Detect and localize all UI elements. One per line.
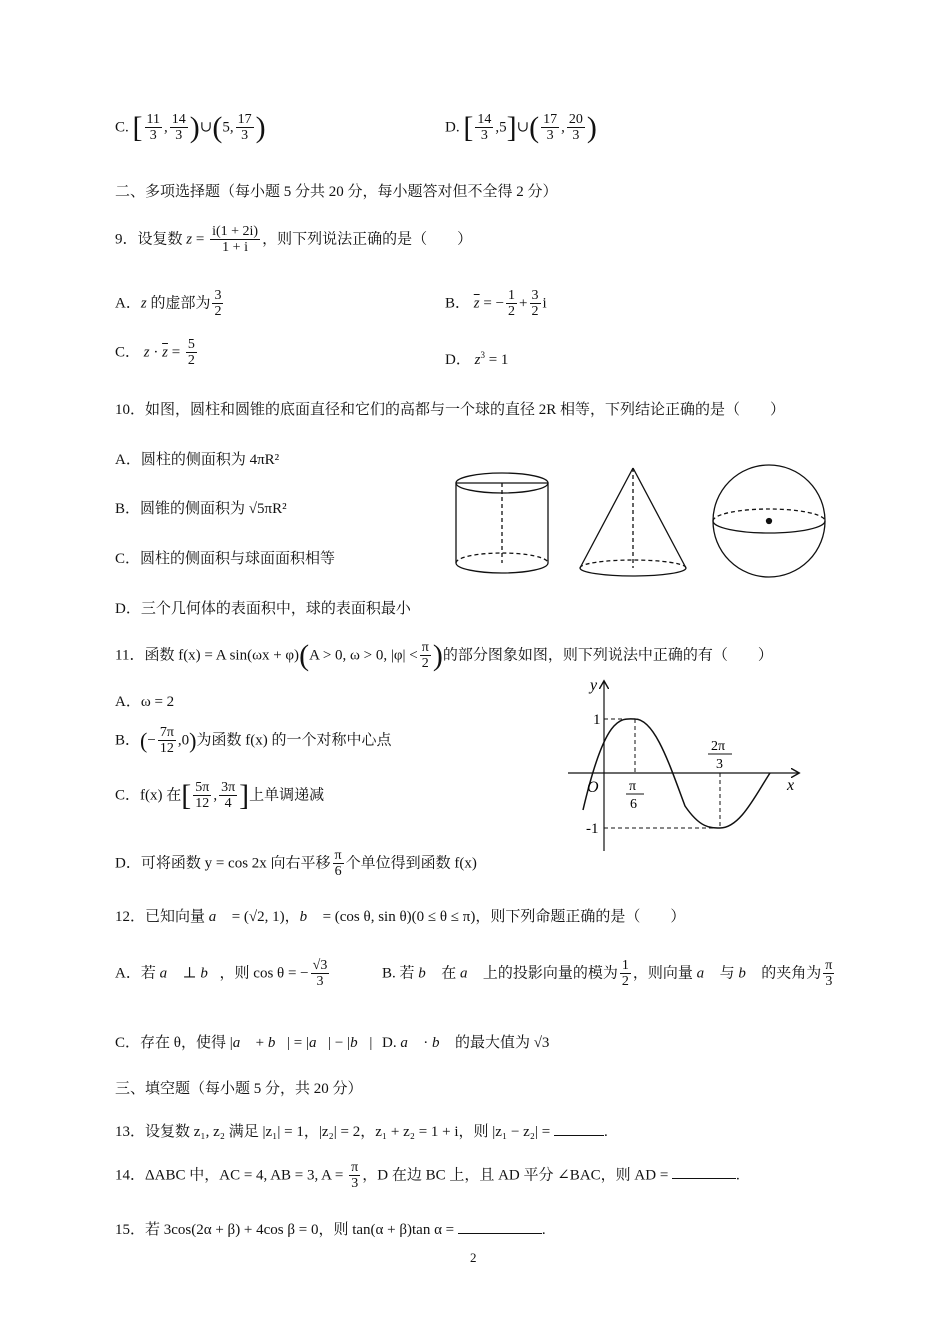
question-12-option-c: C．存在 θ，使得 |a⃗ + b⃗| = |a⃗| − |b⃗| bbox=[115, 1035, 373, 1051]
answer-blank[interactable] bbox=[554, 1123, 604, 1136]
question-12-option-b: B. 若 b⃗ 在 a⃗ 上的投影向量的模为 $\frac{1}{2}$ ，则向量 a⃗ 与 b⃗ 的夹角为 $\frac{\pi}{3}$ bbox=[382, 958, 833, 990]
origin-label: O bbox=[587, 779, 599, 796]
question-14: 14．ΔABC 中，AC = 4, AB = 3, A = $\frac{\pi}{3}$ ，D 在边 BC 上，且 AD 平分 ∠BAC，则 AD = . bbox=[115, 1160, 740, 1192]
question-11-option-c: C．f(x) 在[ $\frac{5\pi}{12}$ , $\frac{3\pi}{4}$ ]上单调递减 bbox=[115, 778, 325, 812]
q8-option-d: D. [ $\frac{14}{3}$ ,5]∪( $\frac{17}{3}$ , $\frac{20}{3}$ ) bbox=[445, 110, 597, 144]
question-10-option-c: C．圆柱的侧面积与球面面积相等 bbox=[115, 551, 336, 567]
question-12-stem: 12．已知向量 a⃗ = (√2, 1)，b⃗ = (cos θ, sin θ)(0 ≤ θ ≤ π)，则下列命题正确的是（ ） bbox=[115, 909, 686, 925]
question-9-stem: 9．设复数 z = $\frac{i(1 + 2i)}{1 + i}$ ，则下列说法正确的是（ ） bbox=[115, 224, 473, 256]
x2-tick-den: 3 bbox=[716, 757, 723, 772]
x1-tick-num: π bbox=[629, 779, 637, 794]
question-12-option-a: A．若 a⃗ ⊥ b⃗，则 cos θ = − $\frac{√3}{3}$ bbox=[115, 958, 328, 990]
question-9-option-a: A．z 的虚部为 $\frac{3}{2}$ bbox=[115, 288, 222, 320]
question-12-option-d: D. a⃗ · b⃗ 的最大值为 √3 bbox=[382, 1035, 550, 1051]
question-10-option-d: D．三个几何体的表面积中，球的表面积最小 bbox=[115, 601, 411, 617]
x2-tick-num: 2π bbox=[711, 739, 726, 754]
question-13: 13．设复数 z₁, z₂ 满足 |z₁| = 1，|z₂| = 2，z₁ + z₂ = 1 + i，则 |z₁ − z₂| = . bbox=[115, 1124, 608, 1140]
cylinder-figure bbox=[456, 473, 548, 573]
y-min-label: -1 bbox=[586, 821, 599, 837]
question-11-option-d: D．可将函数 y = cos 2x 向右平移 $\frac{\pi}{6}$ 个单位得到函数 f(x) bbox=[115, 848, 477, 880]
x-axis-label: x bbox=[787, 777, 795, 794]
question-11-option-a: A．ω = 2 bbox=[115, 694, 175, 710]
sphere-figure bbox=[713, 465, 825, 577]
solids-figure bbox=[450, 462, 840, 586]
page-number: 2 bbox=[470, 1250, 477, 1265]
answer-blank[interactable] bbox=[672, 1166, 736, 1179]
question-11-option-b: B．(− $\frac{7\pi}{12}$ ,0)为函数 f(x) 的一个对称中心点 bbox=[115, 725, 392, 757]
question-9-option-c: C． $z \cdot \overline{z}$ = $\frac{5}{2}$ bbox=[115, 337, 195, 369]
cone-figure bbox=[580, 468, 686, 576]
sine-graph bbox=[560, 676, 810, 856]
question-10-option-b: B．圆锥的侧面积为 √5πR² bbox=[115, 501, 287, 517]
question-11-stem: 11．函数 f(x) = A sin(ωx + φ)(A > 0, ω > 0, |φ| < $\frac{\pi}{2}$ )的部分图象如图，则下列说法中正确的有（ ） bbox=[115, 638, 773, 672]
question-10-stem: 10．如图，圆柱和圆锥的底面直径和它们的高都与一个球的直径 2R 相等，下列结论正确的是（ ） bbox=[115, 402, 786, 418]
section-heading-fill-in: 三、填空题（每小题 5 分，共 20 分） bbox=[115, 1081, 363, 1097]
y-max-label: 1 bbox=[593, 712, 601, 728]
section-heading-multi-choice: 二、多项选择题（每小题 5 分共 20 分，每小题答对但不全得 2 分） bbox=[115, 184, 558, 200]
y-axis-label: y bbox=[590, 677, 598, 694]
q8-option-c: C. [ $\frac{11}{3}$ , $\frac{14}{3}$ )∪(5, $\frac{17}{3}$ ) bbox=[115, 110, 266, 144]
question-10-option-a: A．圆柱的侧面积为 4πR² bbox=[115, 452, 280, 468]
question-9-option-d: D． $z^3 = 1$ bbox=[445, 350, 509, 368]
question-9-option-b: B． $\overline{z}$ = − $\frac{1}{2}$ + $\frac{3}{2}$ i bbox=[445, 288, 547, 320]
question-15: 15．若 3cos(2α + β) + 4cos β = 0，则 tan(α + β)tan α = . bbox=[115, 1222, 546, 1238]
x1-tick-den: 6 bbox=[630, 797, 637, 812]
answer-blank[interactable] bbox=[458, 1221, 542, 1234]
